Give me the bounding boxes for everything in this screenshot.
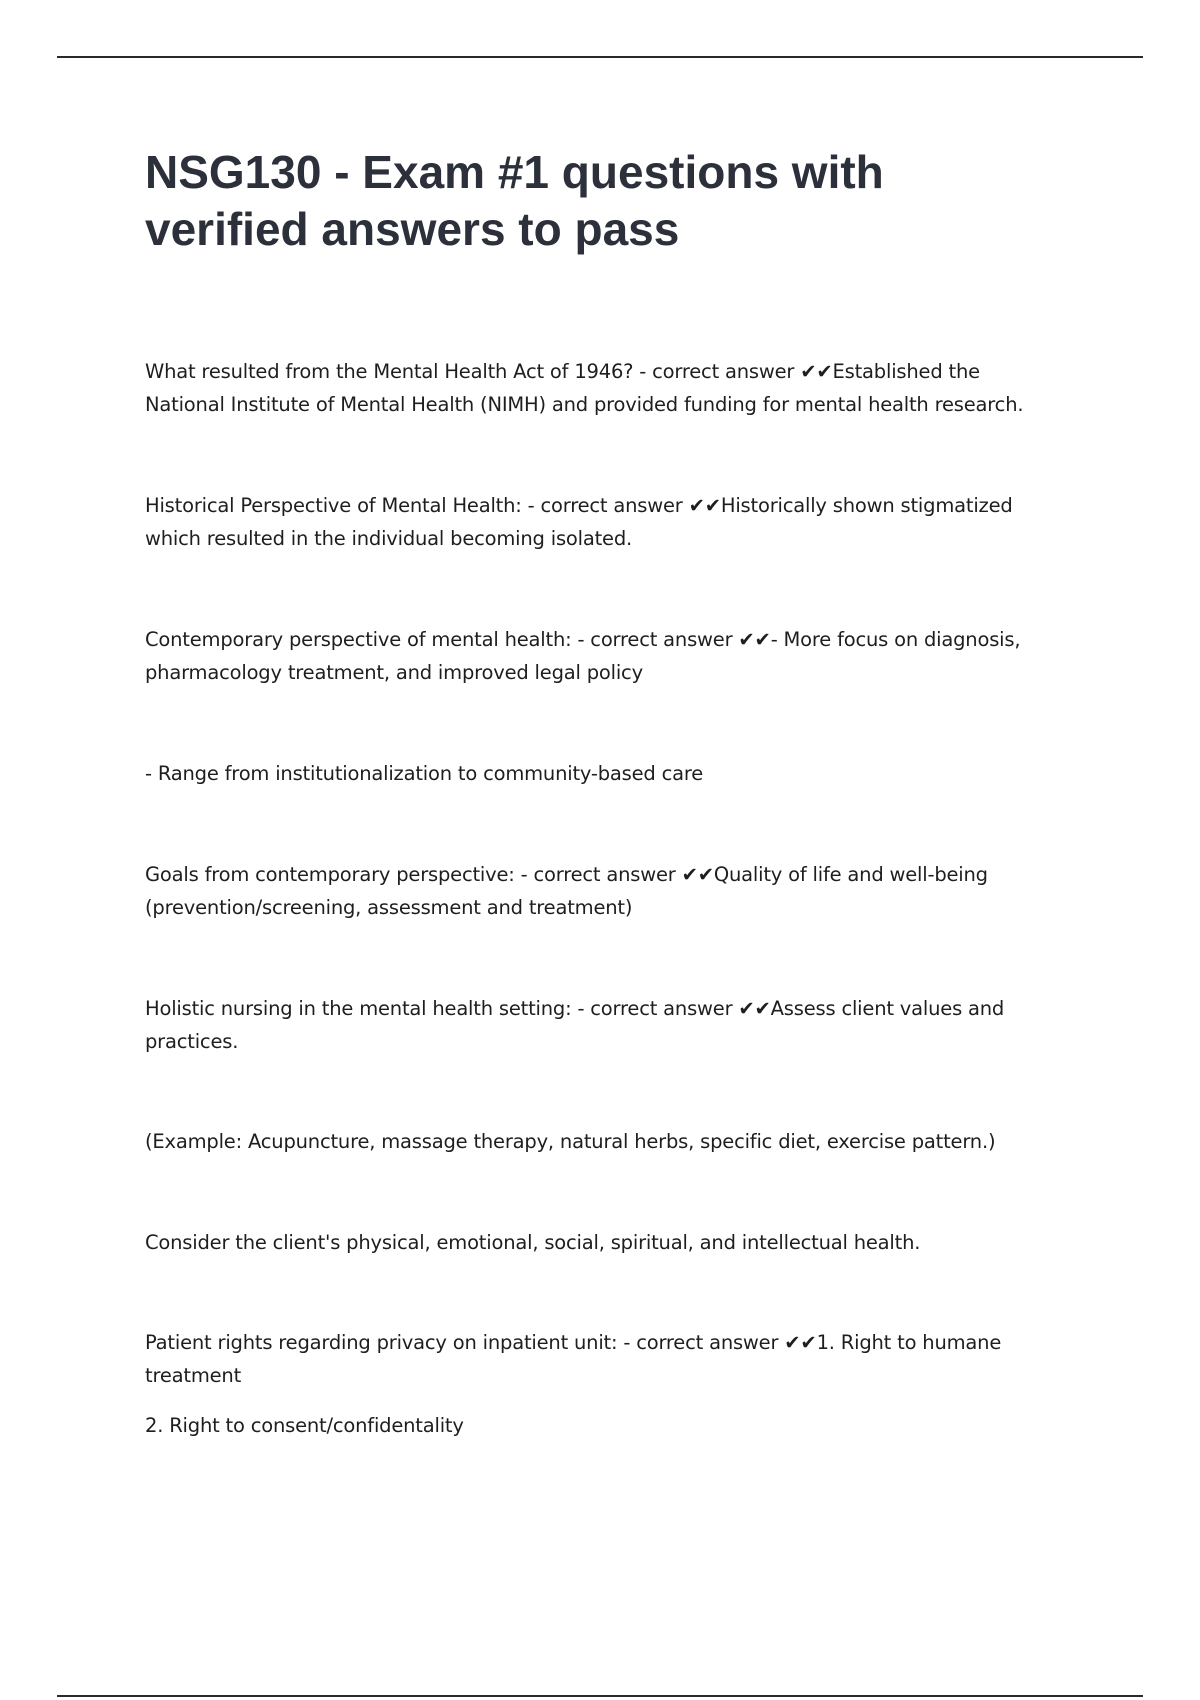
paragraph-holistic-nursing: Holistic nursing in the mental health setting: - correct answer ✔✔Assess client values and practices. — [145, 997, 1005, 1053]
paragraph-patient-rights: Patient rights regarding privacy on inpatient unit: - correct answer ✔✔1. Right to humane treatment — [145, 1331, 1002, 1387]
paragraph-contemporary-goals: Goals from contemporary perspective: - correct answer ✔✔Quality of life and well-being (prevention/screening, assessment and treatment) — [145, 863, 988, 919]
top-divider — [57, 56, 1143, 58]
paragraph-holistic-example: (Example: Acupuncture, massage therapy, natural herbs, specific diet, exercise pattern.) — [145, 1130, 996, 1153]
bottom-divider — [57, 1695, 1143, 1697]
paragraph-right-to-consent: 2. Right to consent/confidentality — [145, 1414, 464, 1437]
paragraph-historical-perspective: Historical Perspective of Mental Health: - correct answer ✔✔Historically shown stigmatized which resulted in the individual becoming isolated. — [145, 494, 1013, 550]
paragraph-contemporary-perspective: Contemporary perspective of mental health: - correct answer ✔✔- More focus on diagnosis, pharmacology treatment, and improved legal policy — [145, 628, 1021, 684]
paragraph-mental-health-act: What resulted from the Mental Health Act of 1946? - correct answer ✔✔Established the National Institute of Mental Health (NIMH) and provided funding for mental health research. — [145, 360, 1024, 416]
paragraph-client-health: Consider the client's physical, emotional, social, spiritual, and intellectual health. — [145, 1231, 921, 1254]
paragraph-range-of-care: - Range from institutionalization to community-based care — [145, 762, 704, 785]
document-title: NSG130 - Exam #1 questions with verified answers to pass — [145, 146, 884, 255]
